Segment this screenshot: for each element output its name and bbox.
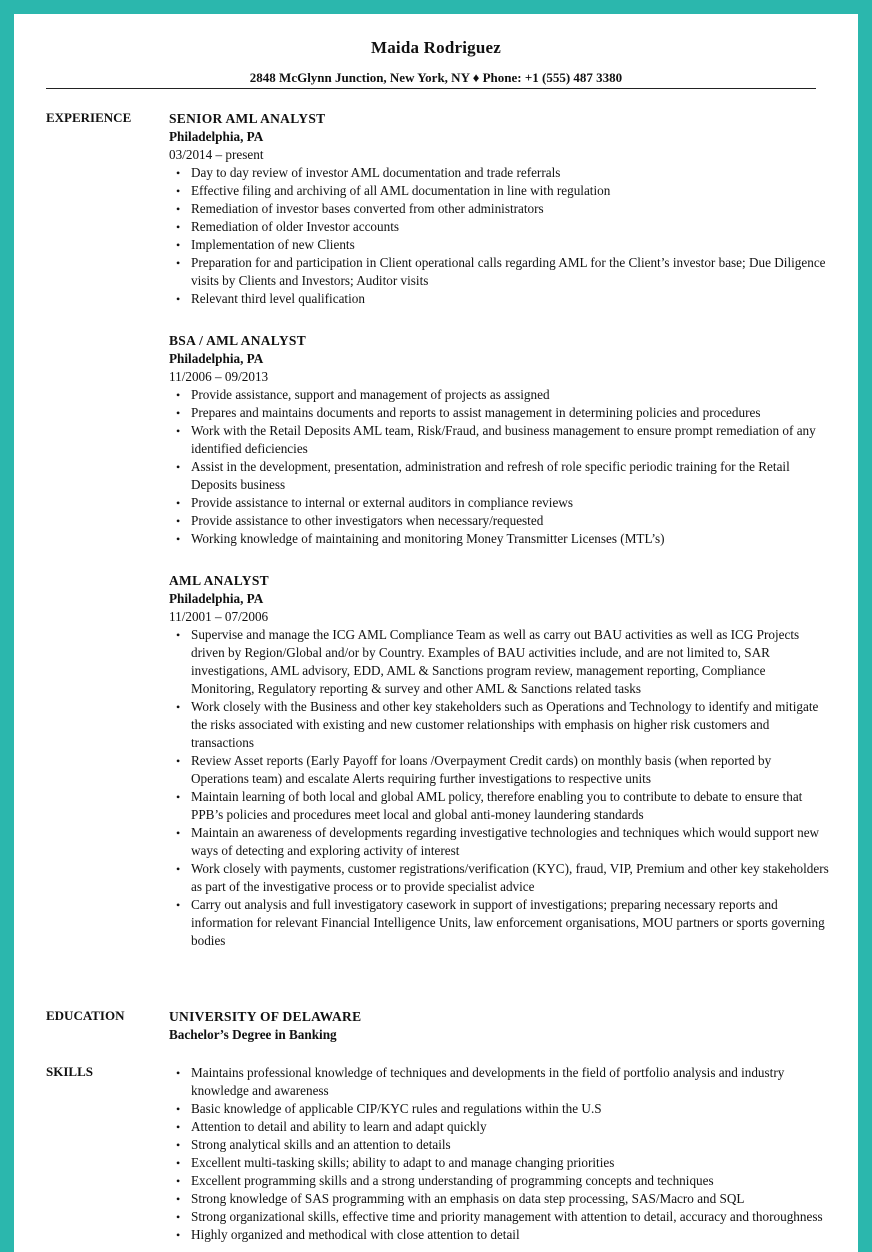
job-location: Philadelphia, PA xyxy=(169,129,264,144)
job-bullet: • Supervise and manage the ICG AML Compliance Team as well as carry out BAU activities as well as ICG Projects driven by Region/Global and/or by Country. Examples of BAU activities include, and are not limited to, SAR investigations, AML advisory, EDD, AML & Sanctions program review, management reporting, Compliance Monitoring, Regulatory reporting & survey and other AML & Sanctions related tasks xyxy=(169,626,829,698)
skills-list xyxy=(169,1064,829,1244)
job-bullet: • Review Asset reports (Early Payoff for loans /Overpayment Credit cards) on monthly basis (when reported by Operations team) and escalate Alerts requiring further investigations to respective units xyxy=(169,752,829,788)
education-column xyxy=(169,1008,829,1044)
section-label-education: EDUCATION xyxy=(46,1008,125,1023)
skill-item: • Excellent programming skills and a strong understanding of programming concepts and techniques xyxy=(169,1172,829,1190)
job-dates: 11/2006 – 09/2013 xyxy=(169,369,269,384)
job-bullet: • Provide assistance, support and management of projects as assigned xyxy=(169,386,829,404)
job-bullet: • Work closely with the Business and other key stakeholders such as Operations and Technology to identify and mitigate the risks associated with existing and new customer relationships with emphasis on higher risk customers and transactions xyxy=(169,698,829,752)
skill-item: • Strong knowledge of SAS programming with an emphasis on data step processing, SAS/Macro and SQL xyxy=(169,1190,829,1208)
header-divider xyxy=(46,88,816,89)
job-bullet-list xyxy=(169,164,829,308)
candidate-name: Maida Rodriguez xyxy=(370,38,502,57)
job-bullet: • Maintain learning of both local and global AML policy, therefore enabling you to contribute to debate to ensure that PPB’s policies and procedures meet local and global anti-money laundering standards xyxy=(169,788,829,824)
job-bullet: • Provide assistance to internal or external auditors in compliance reviews xyxy=(169,494,829,512)
contact-line: 2848 McGlynn Junction, New York, NY ♦ Phone: +1 (555) 487 3380 xyxy=(249,70,623,85)
job-entry xyxy=(169,332,829,548)
resume-page xyxy=(14,14,858,1252)
skill-item: • Basic knowledge of applicable CIP/KYC rules and regulations within the U.S xyxy=(169,1100,829,1118)
job-dates: 03/2014 – present xyxy=(169,147,264,162)
job-bullet: • Work with the Retail Deposits AML team, Risk/Fraud, and business management to ensure prompt remediation of any identified deficiencies xyxy=(169,422,829,458)
job-dates: 11/2001 – 07/2006 xyxy=(169,609,269,624)
section-label-skills: SKILLS xyxy=(46,1064,93,1079)
job-bullet: • Relevant third level qualification xyxy=(169,290,829,308)
skill-item: • Strong organizational skills, effective time and priority management with attention to detail, accuracy and thoroughness xyxy=(169,1208,829,1226)
job-bullet: • Prepares and maintains documents and reports to assist management in determining policies and procedures xyxy=(169,404,829,422)
job-title: SENIOR AML ANALYST xyxy=(169,111,326,126)
skills-column xyxy=(169,1064,829,1244)
page-frame xyxy=(5,5,867,1252)
job-bullet: • Maintain an awareness of developments regarding investigative technologies and techniques which would support new ways of detecting and exploring activity of interest xyxy=(169,824,829,860)
job-bullet: • Provide assistance to other investigators when necessary/requested xyxy=(169,512,829,530)
skill-item: • Attention to detail and ability to learn and adapt quickly xyxy=(169,1118,829,1136)
job-bullet: • Assist in the development, presentation, administration and refresh of role specific periodic training for the Retail Deposits business xyxy=(169,458,829,494)
job-bullet: • Working knowledge of maintaining and monitoring Money Transmitter Licenses (MTL’s) xyxy=(169,530,829,548)
job-entry xyxy=(169,110,829,308)
education-school: UNIVERSITY OF DELAWARE xyxy=(169,1009,362,1024)
job-title: BSA / AML ANALYST xyxy=(169,333,307,348)
section-label-experience: EXPERIENCE xyxy=(46,110,132,125)
experience-column xyxy=(169,110,829,950)
skill-item: • Excellent multi-tasking skills; ability to adapt to and manage changing priorities xyxy=(169,1154,829,1172)
job-bullet-list xyxy=(169,626,829,950)
job-entry xyxy=(169,572,829,950)
education-degree: Bachelor’s Degree in Banking xyxy=(169,1027,337,1042)
job-bullet: • Effective filing and archiving of all AML documentation in line with regulation xyxy=(169,182,829,200)
job-bullet: • Carry out analysis and full investigatory casework in support of investigations; preparing necessary reports and information for relevant Financial Intelligence Units, law enforcement organisations, MOU partners or sports governing bodies xyxy=(169,896,829,950)
skill-item: • Highly organized and methodical with close attention to detail xyxy=(169,1226,829,1244)
job-bullet: • Preparation for and participation in Client operational calls regarding AML for the Client’s investor base; Due Diligence visits by Clients and Investors; Auditor visits xyxy=(169,254,829,290)
job-bullet: • Implementation of new Clients xyxy=(169,236,829,254)
job-bullet: • Work closely with payments, customer registrations/verification (KYC), fraud, VIP, Premium and other key stakeholders as part of the investigative process or to provide specialist advice xyxy=(169,860,829,896)
job-bullet-list xyxy=(169,386,829,548)
job-bullet: • Remediation of older Investor accounts xyxy=(169,218,829,236)
skill-item: • Maintains professional knowledge of techniques and developments in the field of portfolio analysis and industry knowledge and awareness xyxy=(169,1064,829,1100)
job-location: Philadelphia, PA xyxy=(169,351,264,366)
skill-item: • Strong analytical skills and an attention to details xyxy=(169,1136,829,1154)
job-title: AML ANALYST xyxy=(169,573,269,588)
job-location: Philadelphia, PA xyxy=(169,591,264,606)
job-bullet: • Day to day review of investor AML documentation and trade referrals xyxy=(169,164,829,182)
job-bullet: • Remediation of investor bases converted from other administrators xyxy=(169,200,829,218)
